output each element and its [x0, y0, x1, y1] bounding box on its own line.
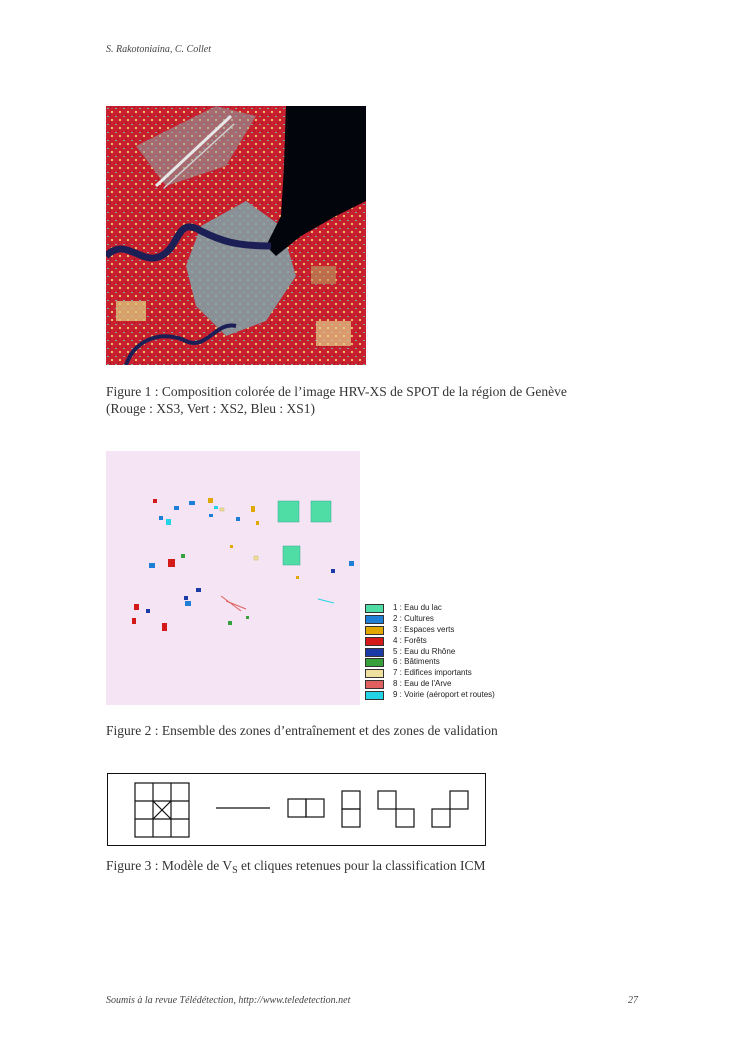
legend-item	[365, 603, 495, 614]
legend-swatch	[365, 615, 384, 624]
figure2-legend	[365, 603, 495, 701]
legend-item	[365, 668, 495, 679]
figure2-zone-map	[106, 451, 360, 705]
page-number: 27	[628, 995, 638, 1006]
legend-item	[365, 679, 495, 690]
legend-swatch	[365, 658, 384, 667]
figure2-caption: Figure 2 : Ensemble des zones d’entraînement et des zones de validation	[106, 723, 498, 738]
running-header: S. Rakotoniaina, C. Collet	[106, 44, 211, 55]
legend-label: 6 : Bâtiments	[393, 657, 440, 667]
figure3-caption-text-end: et cliques retenues pour la classification ICM	[237, 858, 486, 873]
legend-item	[365, 636, 495, 647]
legend-swatch	[365, 637, 384, 646]
legend-swatch	[365, 626, 384, 635]
legend-label: 1 : Eau du lac	[393, 603, 442, 612]
footer-journal: Soumis à la revue Télédétection, http://www.teledetection.net	[106, 995, 351, 1006]
figure3-caption	[106, 857, 485, 879]
figure3-caption-subscript: S	[232, 865, 238, 876]
legend-swatch	[365, 691, 384, 700]
legend-swatch	[365, 680, 384, 689]
legend-swatch	[365, 669, 384, 678]
legend-label: 5 : Eau du Rhône	[393, 646, 456, 656]
legend-label: 7 : Edifices importants	[393, 668, 472, 678]
figure3-caption-text: Figure 3 : Modèle de V	[106, 858, 233, 873]
legend-label: 3 : Espaces verts	[393, 624, 455, 634]
legend-label: 9 : Voirie (aéroport et routes)	[393, 690, 495, 700]
figure1-satellite-image	[106, 106, 366, 365]
legend-item	[365, 657, 495, 668]
figure1-caption	[106, 383, 646, 417]
figure1-caption-line2: (Rouge : XS3, Vert : XS2, Bleu : XS1)	[106, 401, 316, 416]
legend-label: 4 : Forêts	[393, 635, 427, 645]
legend-label: 2 : Cultures	[393, 613, 434, 623]
figure1-caption-line1: Figure 1 : Composition colorée de l’image HRV-XS de SPOT de la région de Genève	[106, 384, 567, 399]
legend-label: 8 : Eau de l'Arve	[393, 679, 452, 689]
legend-item	[365, 690, 495, 701]
legend-item	[365, 614, 495, 625]
legend-swatch	[365, 604, 384, 613]
figure3-cliques-diagram	[107, 773, 486, 846]
legend-item	[365, 647, 495, 658]
legend-swatch	[365, 648, 384, 657]
legend-item	[365, 625, 495, 636]
page-footer	[106, 995, 638, 1006]
